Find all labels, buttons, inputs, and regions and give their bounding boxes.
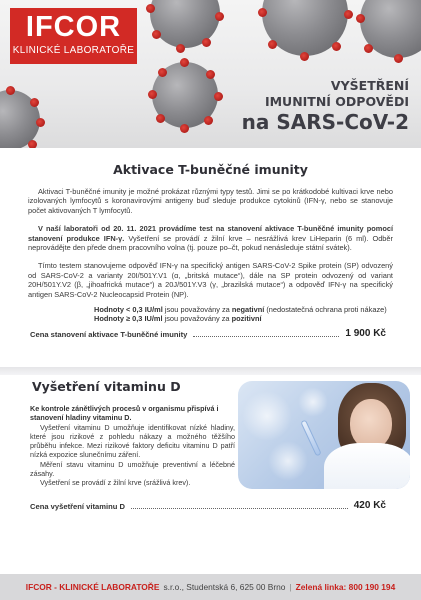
t-cell-paragraph-1: Aktivaci T-buněčné imunity je možné prokázat různými typy testů. Jimi se po krátkodobé kultivaci krve nebo izolovaných lymfocytů s koronavirovými antigeny buď sleduje produkce cytokinů (IFN-γ, nebo se stanovuje počet aktivovaných T lymfocytů. — [28, 187, 393, 215]
t-cell-paragraph-2 — [16, 224, 405, 252]
t-cell-heading: Aktivace T-buněčné imunity — [113, 162, 308, 177]
virus-illustration-icon — [150, 0, 220, 48]
virus-illustration-icon — [0, 90, 40, 148]
footer-separator: | — [289, 582, 292, 592]
virus-illustration-icon — [262, 0, 348, 56]
vitamin-d-price-value: 420 Kč — [353, 500, 386, 511]
negative-threshold: Hodnoty < 0,3 IU/ml jsou považovány za negativní (nedostatečná ochrana proti nákaze) — [94, 305, 387, 315]
page-title — [242, 78, 409, 134]
logo-name: IFCOR — [25, 11, 122, 43]
vitamin-d-price-label: Cena vyšetření vitaminu D — [30, 502, 125, 511]
section-divider — [0, 367, 421, 375]
footer-address: s.r.o., Studentská 6, 625 00 Brno — [163, 582, 286, 592]
vitamin-d-paragraph-2: Měření stavu vitaminu D umožňuje preventivní a léčebné zásahy. — [30, 459, 235, 479]
header-banner — [0, 0, 421, 148]
dotted-leader — [131, 508, 348, 509]
vitamin-d-section — [20, 376, 235, 488]
vitamin-d-paragraph-1: Vyšetření vitaminu D umožňuje identifikovat nízké hladiny, které jsou rizikové z pohledu nákazy a možného těžšího průběhu infekce. Mezi rizikové faktory deficitu vitaminu D patří nízká expozice slunečnímu záření. — [30, 422, 235, 460]
t-cell-paragraph-2-rest: Vyšetření se provádí z žilní krve – nesrážlivá krev LiHeparin (6 ml). Odběr neprovádějte den přede dnem pracovního volna (tj. pouze po–čt, pokud nenásleduje státní svátek). — [28, 233, 393, 253]
virus-illustration-icon — [152, 62, 218, 128]
ifcor-logo — [10, 8, 137, 64]
dotted-leader — [193, 336, 339, 337]
title-line-1: VYŠETŘENÍ — [330, 78, 409, 93]
footer-company: IFCOR - KLINICKÉ LABORATOŘE — [25, 582, 160, 592]
lab-technician-photo — [238, 381, 410, 489]
vitamin-d-intro: Ke kontrole zánětlivých procesů v organismu přispívá i stanovení hladiny vitaminu D. — [30, 404, 219, 423]
footer-hotline: Zelená linka: 800 190 194 — [295, 582, 396, 592]
t-cell-price-value: 1 900 Kč — [345, 328, 386, 339]
t-cell-paragraph-3: Tímto testem stanovujeme odpověď IFN-γ na specifický antigen SARS-CoV-2 Spike protein (SP) odvozený od SARS-CoV-2 a varianty 20I/501Y.V1 (α, „britská mutace“), dále na SP protein odvozený od variant 20H/501Y.V2 (β, „jihoafrická mutace“) a 20J/501Y.V3 (γ, „brazilská mutace“) a odpověď IFN-γ na specifický antigen SARS-CoV-2 Nucleocapsid Protein (NP). — [28, 261, 393, 299]
t-cell-price-label: Cena stanovení aktivace T-buněčné imunity — [30, 330, 188, 339]
positive-threshold: Hodnoty ≥ 0,3 IU/ml jsou považovány za pozitivní — [94, 314, 262, 324]
logo-subtitle: KLINICKÉ LABORATOŘE — [12, 45, 135, 56]
vitamin-d-paragraph-3: Vyšetření se provádí z žilní krve (srážlivá krev). — [40, 478, 191, 488]
vitamin-d-heading: Vyšetření vitaminu D — [32, 379, 181, 394]
footer-bar — [0, 574, 421, 600]
result-thresholds — [16, 305, 405, 324]
title-line-2: IMUNITNÍ ODPOVĚDI — [264, 94, 409, 109]
title-line-3: na SARS-CoV-2 — [241, 110, 409, 134]
t-cell-paragraph-2-bold: V naší laboratoři od 20. 11. 2021 provádíme test na stanovení aktivace T-buněčné imunity pomocí stanovení produkce IFN-γ. — [28, 224, 393, 243]
t-cell-section — [16, 148, 405, 324]
t-cell-price — [30, 328, 386, 339]
virus-illustration-icon — [360, 0, 421, 58]
vitamin-d-price — [30, 500, 386, 511]
